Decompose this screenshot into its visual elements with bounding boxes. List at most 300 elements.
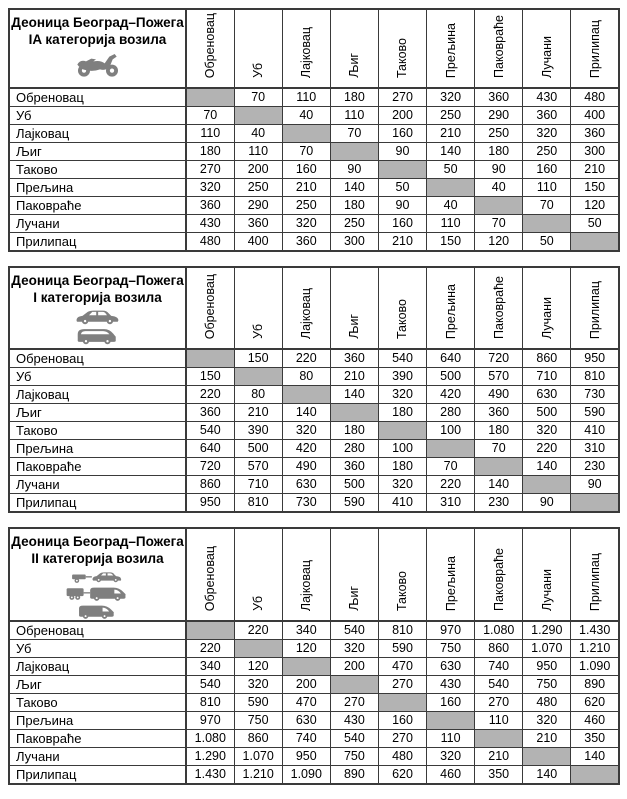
row-header: Обреновац <box>9 88 186 107</box>
vehicle-icons <box>10 308 185 345</box>
price-cell: 210 <box>427 125 475 143</box>
column-header-label: Таково <box>395 37 410 78</box>
price-cell: 210 <box>571 161 619 179</box>
price-cell: 720 <box>475 349 523 368</box>
price-cell: 110 <box>330 107 378 125</box>
price-cell: 150 <box>571 179 619 197</box>
price-cell: 70 <box>523 197 571 215</box>
diagonal-cell <box>282 125 330 143</box>
price-cell: 90 <box>475 161 523 179</box>
price-cell: 750 <box>330 748 378 766</box>
price-cell: 1.290 <box>523 621 571 640</box>
diagonal-cell <box>523 215 571 233</box>
row-header: Лучани <box>9 476 186 494</box>
column-header-label: Прилипац <box>587 552 602 611</box>
price-cell: 390 <box>378 368 426 386</box>
price-cell: 90 <box>330 161 378 179</box>
price-cell: 950 <box>523 658 571 676</box>
table-row <box>9 494 619 513</box>
column-header-label: Љиг <box>347 586 362 611</box>
price-cell: 110 <box>427 730 475 748</box>
price-cell: 480 <box>186 233 234 252</box>
column-header-label: Уб <box>251 63 266 78</box>
price-cell: 210 <box>475 748 523 766</box>
diagonal-cell <box>234 640 282 658</box>
row-header: Лучани <box>9 748 186 766</box>
price-cell: 340 <box>282 621 330 640</box>
price-cell: 70 <box>475 215 523 233</box>
price-cell: 160 <box>378 125 426 143</box>
table-row <box>9 386 619 404</box>
table-row <box>9 107 619 125</box>
column-header-label: Љиг <box>347 53 362 78</box>
price-cell: 730 <box>282 494 330 513</box>
price-cell: 230 <box>571 458 619 476</box>
table-title <box>9 267 186 349</box>
price-cell: 90 <box>523 494 571 513</box>
price-cell: 430 <box>427 676 475 694</box>
motorcycle-icon <box>75 50 121 78</box>
price-cell: 120 <box>571 197 619 215</box>
price-cell: 890 <box>330 766 378 785</box>
column-header-7 <box>475 9 523 88</box>
price-cell: 270 <box>475 694 523 712</box>
price-cell: 710 <box>234 476 282 494</box>
price-cell: 710 <box>523 368 571 386</box>
price-cell: 750 <box>427 640 475 658</box>
table-title-line2: II категорија возила <box>31 551 164 566</box>
price-cell: 270 <box>378 730 426 748</box>
column-header-label: Обреновац <box>203 545 218 611</box>
car-icon <box>74 308 121 325</box>
table-row <box>9 458 619 476</box>
row-header: Паковраће <box>9 730 186 748</box>
price-cell: 320 <box>427 748 475 766</box>
price-cell: 360 <box>234 215 282 233</box>
price-cell: 140 <box>571 748 619 766</box>
column-header-label: Лучани <box>539 36 554 78</box>
table-title <box>9 528 186 621</box>
price-cell: 70 <box>330 125 378 143</box>
price-cell: 220 <box>523 440 571 458</box>
price-cell: 540 <box>378 349 426 368</box>
price-cell: 160 <box>378 215 426 233</box>
price-cell: 950 <box>186 494 234 513</box>
toll-price-table-ia <box>8 8 620 252</box>
diagonal-cell <box>330 404 378 422</box>
column-header-4 <box>330 528 378 621</box>
row-header: Уб <box>9 368 186 386</box>
toll-price-table-ii <box>8 527 620 785</box>
column-header-5 <box>378 267 426 349</box>
price-cell: 1.080 <box>186 730 234 748</box>
row-header: Прељина <box>9 179 186 197</box>
header-row <box>9 267 619 349</box>
price-cell: 100 <box>378 440 426 458</box>
price-cell: 160 <box>378 712 426 730</box>
diagonal-cell <box>330 676 378 694</box>
diagonal-cell <box>427 712 475 730</box>
price-cell: 320 <box>427 88 475 107</box>
price-cell: 270 <box>378 88 426 107</box>
row-header: Лучани <box>9 215 186 233</box>
price-cell: 970 <box>427 621 475 640</box>
diagonal-cell <box>186 349 234 368</box>
column-header-7 <box>475 267 523 349</box>
price-cell: 110 <box>234 143 282 161</box>
price-cell: 210 <box>378 233 426 252</box>
price-cell: 180 <box>475 422 523 440</box>
price-cell: 180 <box>475 143 523 161</box>
diagonal-cell <box>378 422 426 440</box>
price-cell: 180 <box>378 404 426 422</box>
price-cell: 360 <box>186 197 234 215</box>
price-cell: 250 <box>523 143 571 161</box>
price-cell: 750 <box>234 712 282 730</box>
diagonal-cell <box>282 386 330 404</box>
price-cell: 430 <box>330 712 378 730</box>
price-cell: 250 <box>475 125 523 143</box>
diagonal-cell <box>571 494 619 513</box>
price-cell: 200 <box>234 161 282 179</box>
price-cell: 80 <box>234 386 282 404</box>
table-row <box>9 621 619 640</box>
price-cell: 270 <box>378 676 426 694</box>
price-cell: 250 <box>282 197 330 215</box>
price-cell: 570 <box>234 458 282 476</box>
header-row <box>9 9 619 88</box>
price-cell: 160 <box>427 694 475 712</box>
price-cell: 210 <box>330 368 378 386</box>
column-header-3 <box>282 528 330 621</box>
price-cell: 320 <box>378 386 426 404</box>
price-cell: 860 <box>186 476 234 494</box>
price-cell: 140 <box>330 179 378 197</box>
price-cell: 70 <box>234 88 282 107</box>
price-cell: 70 <box>186 107 234 125</box>
price-cell: 890 <box>571 676 619 694</box>
price-cell: 150 <box>186 368 234 386</box>
price-cell: 290 <box>475 107 523 125</box>
price-cell: 810 <box>234 494 282 513</box>
price-cell: 50 <box>378 179 426 197</box>
price-cell: 150 <box>234 349 282 368</box>
row-header: Прељина <box>9 712 186 730</box>
price-cell: 140 <box>427 143 475 161</box>
column-header-1 <box>186 9 234 88</box>
row-header: Прилипац <box>9 233 186 252</box>
price-cell: 160 <box>282 161 330 179</box>
column-header-label: Паковраће <box>491 15 506 78</box>
diagonal-cell <box>475 730 523 748</box>
price-cell: 320 <box>186 179 234 197</box>
price-cell: 1.090 <box>282 766 330 785</box>
price-cell: 860 <box>475 640 523 658</box>
price-cell: 810 <box>378 621 426 640</box>
diagonal-cell <box>282 658 330 676</box>
diagonal-cell <box>234 368 282 386</box>
price-cell: 480 <box>571 88 619 107</box>
price-cell: 220 <box>234 621 282 640</box>
price-cell: 50 <box>427 161 475 179</box>
toll-price-table-i <box>8 266 620 513</box>
price-cell: 230 <box>475 494 523 513</box>
column-header-6 <box>427 9 475 88</box>
price-cell: 300 <box>330 233 378 252</box>
price-cell: 140 <box>523 766 571 785</box>
column-header-6 <box>427 528 475 621</box>
column-header-label: Прељина <box>443 283 458 339</box>
row-header: Уб <box>9 640 186 658</box>
price-cell: 310 <box>571 440 619 458</box>
column-header-3 <box>282 267 330 349</box>
price-cell: 730 <box>571 386 619 404</box>
price-cell: 80 <box>282 368 330 386</box>
price-cell: 280 <box>427 404 475 422</box>
column-header-label: Уб <box>251 324 266 339</box>
price-cell: 860 <box>523 349 571 368</box>
price-cell: 1.080 <box>475 621 523 640</box>
price-cell: 320 <box>523 125 571 143</box>
row-header: Прељина <box>9 440 186 458</box>
price-cell: 540 <box>475 676 523 694</box>
price-cell: 210 <box>282 179 330 197</box>
price-cell: 200 <box>330 658 378 676</box>
diagonal-cell <box>571 233 619 252</box>
price-cell: 250 <box>330 215 378 233</box>
price-cell: 220 <box>186 640 234 658</box>
price-cell: 1.070 <box>234 748 282 766</box>
price-cell: 40 <box>475 179 523 197</box>
column-header-label: Лајковац <box>299 559 314 611</box>
table-row <box>9 730 619 748</box>
price-cell: 500 <box>427 368 475 386</box>
row-header: Уб <box>9 107 186 125</box>
price-cell: 1.210 <box>234 766 282 785</box>
price-cell: 40 <box>282 107 330 125</box>
row-header: Љиг <box>9 676 186 694</box>
price-cell: 140 <box>523 458 571 476</box>
row-header: Прилипац <box>9 766 186 785</box>
price-cell: 320 <box>378 476 426 494</box>
price-cell: 360 <box>523 107 571 125</box>
price-cell: 360 <box>330 458 378 476</box>
column-header-2 <box>234 9 282 88</box>
price-cell: 470 <box>378 658 426 676</box>
column-header-label: Лучани <box>539 297 554 339</box>
diagonal-cell <box>427 179 475 197</box>
price-cell: 750 <box>523 676 571 694</box>
price-cell: 90 <box>378 143 426 161</box>
price-cell: 100 <box>427 422 475 440</box>
price-cell: 350 <box>571 730 619 748</box>
price-cell: 480 <box>378 748 426 766</box>
table-title-line2: IA категорија возила <box>28 32 167 47</box>
column-header-4 <box>330 267 378 349</box>
price-cell: 340 <box>186 658 234 676</box>
price-cell: 430 <box>523 88 571 107</box>
row-header: Љиг <box>9 143 186 161</box>
table-row <box>9 143 619 161</box>
row-header: Паковраће <box>9 458 186 476</box>
table-row <box>9 88 619 107</box>
column-header-5 <box>378 528 426 621</box>
diagonal-cell <box>475 458 523 476</box>
price-cell: 620 <box>378 766 426 785</box>
column-header-label: Таково <box>395 298 410 339</box>
price-cell: 310 <box>427 494 475 513</box>
price-cell: 860 <box>234 730 282 748</box>
price-cell: 210 <box>523 730 571 748</box>
column-header-6 <box>427 267 475 349</box>
price-cell: 270 <box>330 694 378 712</box>
price-cell: 540 <box>186 676 234 694</box>
diagonal-cell <box>234 107 282 125</box>
price-cell: 180 <box>186 143 234 161</box>
price-cell: 410 <box>378 494 426 513</box>
column-header-label: Прељина <box>443 22 458 78</box>
price-cell: 590 <box>571 404 619 422</box>
price-cell: 810 <box>571 368 619 386</box>
price-cell: 360 <box>571 125 619 143</box>
price-cell: 280 <box>330 440 378 458</box>
column-header-2 <box>234 528 282 621</box>
price-cell: 540 <box>186 422 234 440</box>
column-header-9 <box>571 9 619 88</box>
diagonal-cell <box>186 88 234 107</box>
price-cell: 490 <box>475 386 523 404</box>
price-cell: 590 <box>378 640 426 658</box>
price-cell: 540 <box>330 621 378 640</box>
price-cell: 200 <box>282 676 330 694</box>
price-cell: 390 <box>234 422 282 440</box>
column-header-label: Прељина <box>443 555 458 611</box>
diagonal-cell <box>523 476 571 494</box>
price-cell: 320 <box>234 676 282 694</box>
row-header: Паковраће <box>9 197 186 215</box>
price-cell: 490 <box>282 458 330 476</box>
price-cell: 410 <box>571 422 619 440</box>
price-cell: 250 <box>427 107 475 125</box>
van-trailer-icon <box>65 585 131 602</box>
table-title-line1: Деоница Београд–Пожега <box>11 534 184 549</box>
price-cell: 360 <box>186 404 234 422</box>
table-title <box>9 9 186 88</box>
price-cell: 180 <box>378 458 426 476</box>
column-header-label: Уб <box>251 596 266 611</box>
column-header-7 <box>475 528 523 621</box>
table-row <box>9 233 619 252</box>
diagonal-cell <box>523 748 571 766</box>
price-cell: 70 <box>427 458 475 476</box>
price-cell: 110 <box>186 125 234 143</box>
price-cell: 400 <box>234 233 282 252</box>
row-header: Лајковац <box>9 125 186 143</box>
table-row <box>9 712 619 730</box>
price-cell: 110 <box>475 712 523 730</box>
diagonal-cell <box>475 197 523 215</box>
column-header-label: Лучани <box>539 569 554 611</box>
price-cell: 360 <box>282 233 330 252</box>
column-header-label: Лајковац <box>299 287 314 339</box>
price-cell: 70 <box>475 440 523 458</box>
row-header: Прилипац <box>9 494 186 513</box>
price-cell: 540 <box>330 730 378 748</box>
table-row <box>9 161 619 179</box>
price-cell: 300 <box>571 143 619 161</box>
price-cell: 90 <box>378 197 426 215</box>
column-header-4 <box>330 9 378 88</box>
price-cell: 590 <box>330 494 378 513</box>
table-row <box>9 349 619 368</box>
price-cell: 290 <box>234 197 282 215</box>
price-cell: 360 <box>475 88 523 107</box>
table-row <box>9 215 619 233</box>
price-cell: 120 <box>475 233 523 252</box>
column-header-3 <box>282 9 330 88</box>
van-icon <box>77 603 119 620</box>
price-cell: 220 <box>186 386 234 404</box>
price-cell: 740 <box>475 658 523 676</box>
row-header: Љиг <box>9 404 186 422</box>
price-cell: 140 <box>282 404 330 422</box>
price-cell: 140 <box>475 476 523 494</box>
diagonal-cell <box>571 766 619 785</box>
row-header: Таково <box>9 161 186 179</box>
table-title-line1: Деоница Београд–Пожега <box>11 15 184 30</box>
table-row <box>9 676 619 694</box>
column-header-label: Паковраће <box>491 276 506 339</box>
table-row <box>9 368 619 386</box>
price-cell: 140 <box>330 386 378 404</box>
price-cell: 350 <box>475 766 523 785</box>
price-cell: 460 <box>427 766 475 785</box>
table-row <box>9 640 619 658</box>
price-cell: 420 <box>427 386 475 404</box>
price-cell: 200 <box>378 107 426 125</box>
price-cell: 970 <box>186 712 234 730</box>
row-header: Таково <box>9 422 186 440</box>
column-header-label: Лајковац <box>299 26 314 78</box>
price-cell: 1.430 <box>571 621 619 640</box>
price-cell: 1.070 <box>523 640 571 658</box>
table-row <box>9 658 619 676</box>
price-cell: 740 <box>282 730 330 748</box>
table-row <box>9 694 619 712</box>
vehicle-icons <box>10 569 185 620</box>
price-cell: 1.210 <box>571 640 619 658</box>
price-cell: 120 <box>282 640 330 658</box>
price-cell: 1.290 <box>186 748 234 766</box>
price-cell: 360 <box>475 404 523 422</box>
table-row <box>9 179 619 197</box>
table-title-line1: Деоница Београд–Пожега <box>11 273 184 288</box>
column-header-8 <box>523 267 571 349</box>
price-cell: 500 <box>523 404 571 422</box>
price-cell: 630 <box>427 658 475 676</box>
price-cell: 480 <box>523 694 571 712</box>
table-row <box>9 422 619 440</box>
price-cell: 180 <box>330 88 378 107</box>
price-cell: 110 <box>523 179 571 197</box>
column-header-8 <box>523 9 571 88</box>
price-cell: 50 <box>523 233 571 252</box>
table-row <box>9 766 619 785</box>
table-row <box>9 440 619 458</box>
price-cell: 320 <box>282 215 330 233</box>
price-cell: 70 <box>282 143 330 161</box>
column-header-1 <box>186 528 234 621</box>
